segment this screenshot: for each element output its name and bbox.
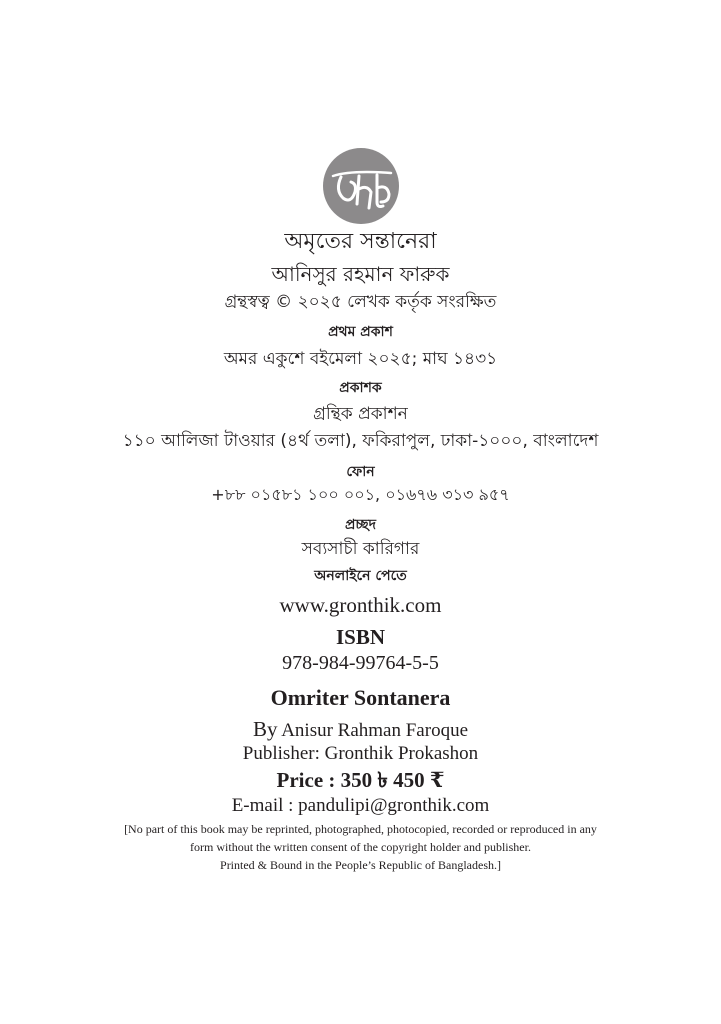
phone-heading: ফোন [346,464,375,480]
logo-circle [323,148,399,224]
cover-designer: সব্যসাচী কারিগার [301,539,420,559]
rights-notice-line-1: [No part of this book may be reprinted, photographed, photocopied, recorded or reproduced in any [124,822,597,836]
email-contact[interactable]: E-mail : pandulipi@gronthik.com [231,795,490,816]
phone-numbers: +৮৮ ০১৫৮১ ১০০ ০০১, ০১৬৭৬ ৩১৩ ৯৫৭ [211,485,510,504]
website-link[interactable]: www.gronthik.com [279,593,442,617]
publisher-address: ১১০ আলিজা টাওয়ার (৪র্থ তলা), ফকিরাপুল, ঢাকা-১০০০, বাংলাদেশ [122,431,599,451]
rights-notice-line-2: form without the written consent of the copyright holder and publisher. [190,840,531,854]
author-name-bangla: আনিসুর রহমান ফারুক [271,262,450,286]
isbn-heading: ISBN [335,625,386,649]
price: Price : 350 ৳ 450 ₹ [276,768,445,792]
publisher-english: Publisher: Gronthik Prokashon [242,743,479,764]
publisher-logo [321,146,401,226]
cover-heading: প্রচ্ছদ [344,517,377,533]
book-title-bangla: অমৃতের সন্তানেরা [284,229,437,254]
publisher-heading: প্রকাশক [339,380,382,396]
first-edition-value: অমর একুশে বইমেলা ২০২৫; মাঘ ১৪৩১ [223,349,498,369]
by-word: By [252,717,278,741]
copyright-statement: গ্রন্থস্বত্ব © ২০২৫ লেখক কর্তৃক সংরক্ষিত [224,292,497,312]
first-edition-heading: প্রথম প্রকাশ [328,324,393,340]
publisher-name-bangla: গ্রন্থিক প্রকাশন [313,404,408,424]
rights-notice-line-3: Printed & Bound in the People’s Republic of Bangladesh.] [220,858,501,872]
online-heading: অনলাইনে পেতে [314,568,407,584]
author-line-english [0,717,721,742]
book-title-english: Omriter Sontanera [270,685,451,710]
isbn-number: 978-984-99764-5-5 [282,652,439,674]
author-name-english: Anisur Rahman Faroque [281,720,469,741]
